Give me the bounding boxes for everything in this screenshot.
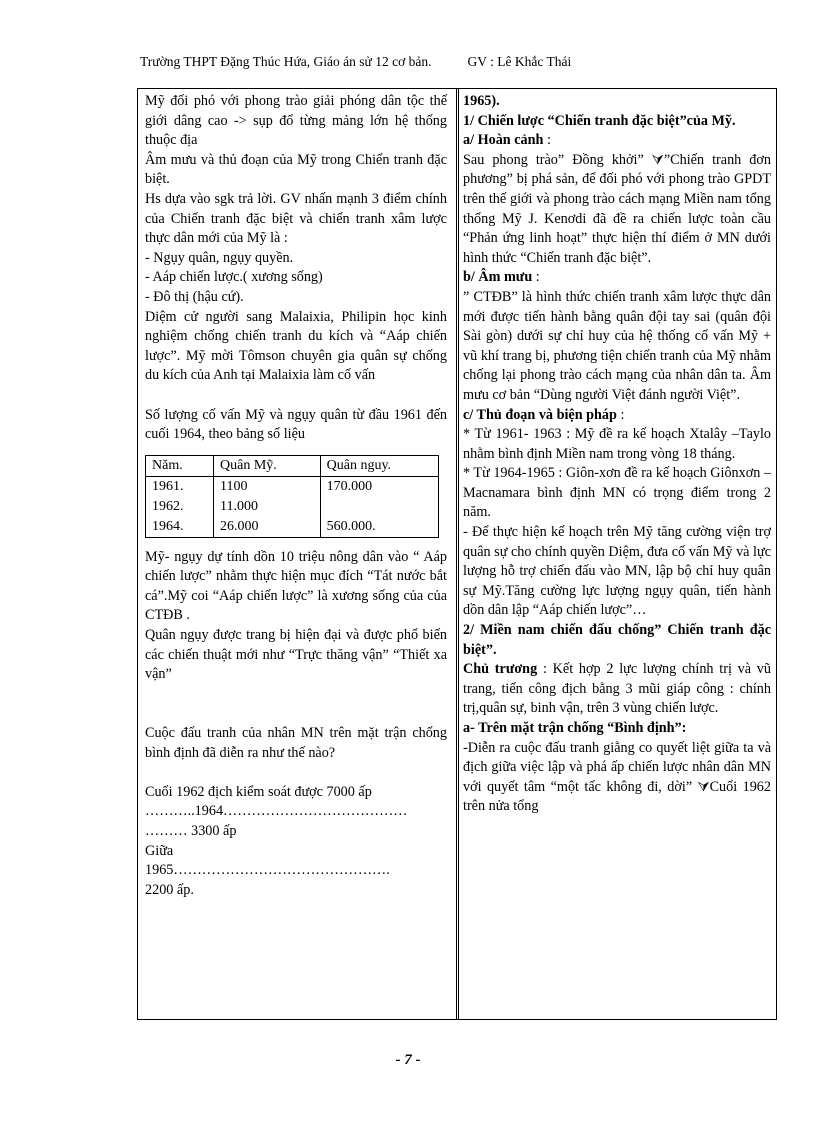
right-heading: 1965). xyxy=(463,93,500,109)
table-cell: 1962. xyxy=(146,497,214,517)
subsection-colon: : xyxy=(543,132,551,149)
table-header-cell: Quân nguy. xyxy=(320,455,438,476)
subsection-colon: : xyxy=(616,406,625,423)
subsection-heading: a- Trên mặt trận chống “Bình định”: xyxy=(463,720,687,736)
left-paragraph: Diệm cử người sang Malaixia, Philipin học kinh nghiệm chống chiến tranh du kích và “Aáp chiến lược”. Mỹ mời Tômson chuyên gia quân sự chống du kích của Anh tại Malaixia làm cố vấn xyxy=(145,308,447,384)
policy-text: : Kết hợp 2 lực lượng chính trị và vũ trang, tiến công địch bằng 3 mũi giáp công : chính trị,quân sự, binh vận, trên 3 vùng chiến lược. xyxy=(463,661,771,717)
left-paragraph: Giữa xyxy=(145,842,174,859)
table-row xyxy=(146,517,439,538)
header-teacher: GV : Lê Khắc Thái xyxy=(467,54,572,69)
right-paragraph: * Từ 1961- 1963 : Mỹ đề ra kế hoạch Xtalây –Taylo nhằm bình định Miền nam trong vòng 18 tháng. xyxy=(463,426,771,462)
left-list-item: - Đô thị (hậu cứ). xyxy=(145,288,244,305)
subsection-colon: : xyxy=(532,269,540,286)
right-paragraph: Sau phong trào” Đồng khởi” ⮛”Chiến tranh đơn phương” bị phá sản, để đối phó với phong trào GPDT trên thế giới và phong trào cách mạng Miền nam tổng thống Mỹ J. Kenơdi đã đề ra chiến lược toàn cầu “Phản ứng linh hoạt” thực hiện thí điểm ở MN dưới hình thức “Chiến tranh đặc biệt”. xyxy=(463,151,771,266)
spacer xyxy=(145,704,447,724)
left-paragraph: Âm mưu và thủ đoạn của Mỹ trong Chiến tranh đặc biệt. xyxy=(145,151,447,188)
right-paragraph xyxy=(463,660,771,719)
policy-label: Chủ trương xyxy=(463,661,538,678)
table-row xyxy=(146,497,439,517)
table-cell: 170.000 xyxy=(320,476,438,497)
spacer xyxy=(145,386,447,406)
table-cell: 26.000 xyxy=(214,517,321,538)
table-cell: 1100 xyxy=(214,476,321,497)
table-header-row xyxy=(146,455,439,476)
left-paragraph: Cuối 1962 địch kiểm soát được 7000 ấp xyxy=(145,783,372,800)
right-paragraph: ” CTĐB” là hình thức chiến tranh xâm lược thực dân mới được tiến hành bằng quân đội tay sai (quân đội Sài gòn) dưới sự chỉ huy của hệ thống cố vấn Mỹ + vũ khí trang bị, phương tiện chiến tranh của Mỹ nhằm chống lại phong trào cách mạng của nhân dân ta. Âm mưu cơ bản “Dùng người Việt đánh người Việt”. xyxy=(463,288,771,403)
subsection-title: c/ Thủ đoạn và biện pháp xyxy=(463,406,617,423)
spacer xyxy=(145,685,447,705)
left-paragraph: 1965………………………………………. xyxy=(145,862,390,879)
subsection-heading xyxy=(463,268,771,288)
left-paragraph: ……… 3300 ấp xyxy=(145,823,237,839)
table-header-cell: Năm. xyxy=(146,455,214,476)
right-paragraph: * Từ 1964-1965 : Giôn-xơn đề ra kế hoạch Giônxơn –Macnamara bình định MN có trọng điểm trong 2 năm. xyxy=(463,465,771,521)
right-column xyxy=(463,92,771,817)
left-paragraph: 2200 ấp. xyxy=(145,881,194,898)
left-paragraph: Quân ngụy được trang bị hiện đại và được phổ biến các chiến thuật mới như “Trực thăng vận” “Thiết xa vận” xyxy=(145,627,447,683)
right-paragraph: - Để thực hiện kế hoạch trên Mỹ tăng cường viện trợ quân sự cho chính quyền Diệm, đưa cố vấn Mỹ và lực lượng hỗ trợ chiến đấu vào MN, lập bộ chỉ huy quân sự Mỹ.Tăng cường lực lượng ngụy quân, tiến hành dồn dân lập “Aáp chiến lược”… xyxy=(463,524,771,619)
table-cell: 560.000. xyxy=(320,517,438,538)
left-paragraph: Mỹ- ngụy dự tính dồn 10 triệu nông dân vào “ Aáp chiến lược” nhằm thực hiện mục đích “Tát nước bắt cá”.Mỹ coi “Aáp chiến lược” là xương sống của của CTĐB . xyxy=(145,548,447,624)
left-paragraph: ………..1964………………………………… xyxy=(145,803,408,820)
table-cell xyxy=(320,497,438,517)
left-list-item: - Ngụy quân, ngụy quyền. xyxy=(145,249,294,266)
page-number: - 7 - xyxy=(395,1052,421,1068)
section-heading: 2/ Miền nam chiến đấu chống” Chiến tranh đặc biệt”. xyxy=(463,622,771,658)
left-list-item: - Aáp chiến lược.( xương sống) xyxy=(145,269,323,286)
table-cell: 11.000 xyxy=(214,497,321,517)
left-paragraph: Mỹ đối phó với phong trào giải phóng dân tộc thế giới dâng cao -> sụp đổ từng mảng lớn hệ thống thuộc địa xyxy=(145,93,447,149)
spacer xyxy=(145,763,447,783)
subsection-title: b/ Âm mưu xyxy=(463,269,533,286)
page-header xyxy=(140,54,571,70)
column-divider xyxy=(456,88,459,1020)
subsection-heading xyxy=(463,131,771,151)
left-paragraph: Số lượng cố vấn Mỹ và ngụy quân từ đầu 1961 đến cuối 1964, theo bảng số liệu xyxy=(145,406,447,443)
table-cell: 1964. xyxy=(146,517,214,538)
table-cell: 1961. xyxy=(146,476,214,497)
left-column xyxy=(145,92,447,900)
stats-table xyxy=(145,455,439,538)
right-paragraph: -Diễn ra cuộc đấu tranh giằng co quyết liệt giữa ta và địch giữa việc lập và phá ấp chiến lược nhân dân MN với quyết tâm “một tấc không đi, dời” ⮛Cuối 1962 trên nửa tổng xyxy=(463,739,771,815)
section-heading: 1/ Chiến lược “Chiến tranh đặc biệt”của Mỹ. xyxy=(463,112,736,129)
header-school: Trường THPT Đặng Thúc Hứa, Giáo án sử 12 cơ bản. xyxy=(140,54,432,69)
subsection-heading xyxy=(463,406,771,426)
left-question: Cuộc đấu tranh của nhân MN trên mặt trận chống bình định đã diễn ra như thế nào? xyxy=(145,725,447,761)
table-row xyxy=(146,476,439,497)
subsection-title: a/ Hoàn cảnh xyxy=(463,132,544,149)
left-paragraph: Hs dựa vào sgk trả lời. GV nhấn mạnh 3 điểm chính của Chiến tranh đặc biệt và chiến tranh xâm lược thực dân mới của Mỹ là : xyxy=(145,190,447,247)
table-header-cell: Quân Mỹ. xyxy=(214,455,321,476)
